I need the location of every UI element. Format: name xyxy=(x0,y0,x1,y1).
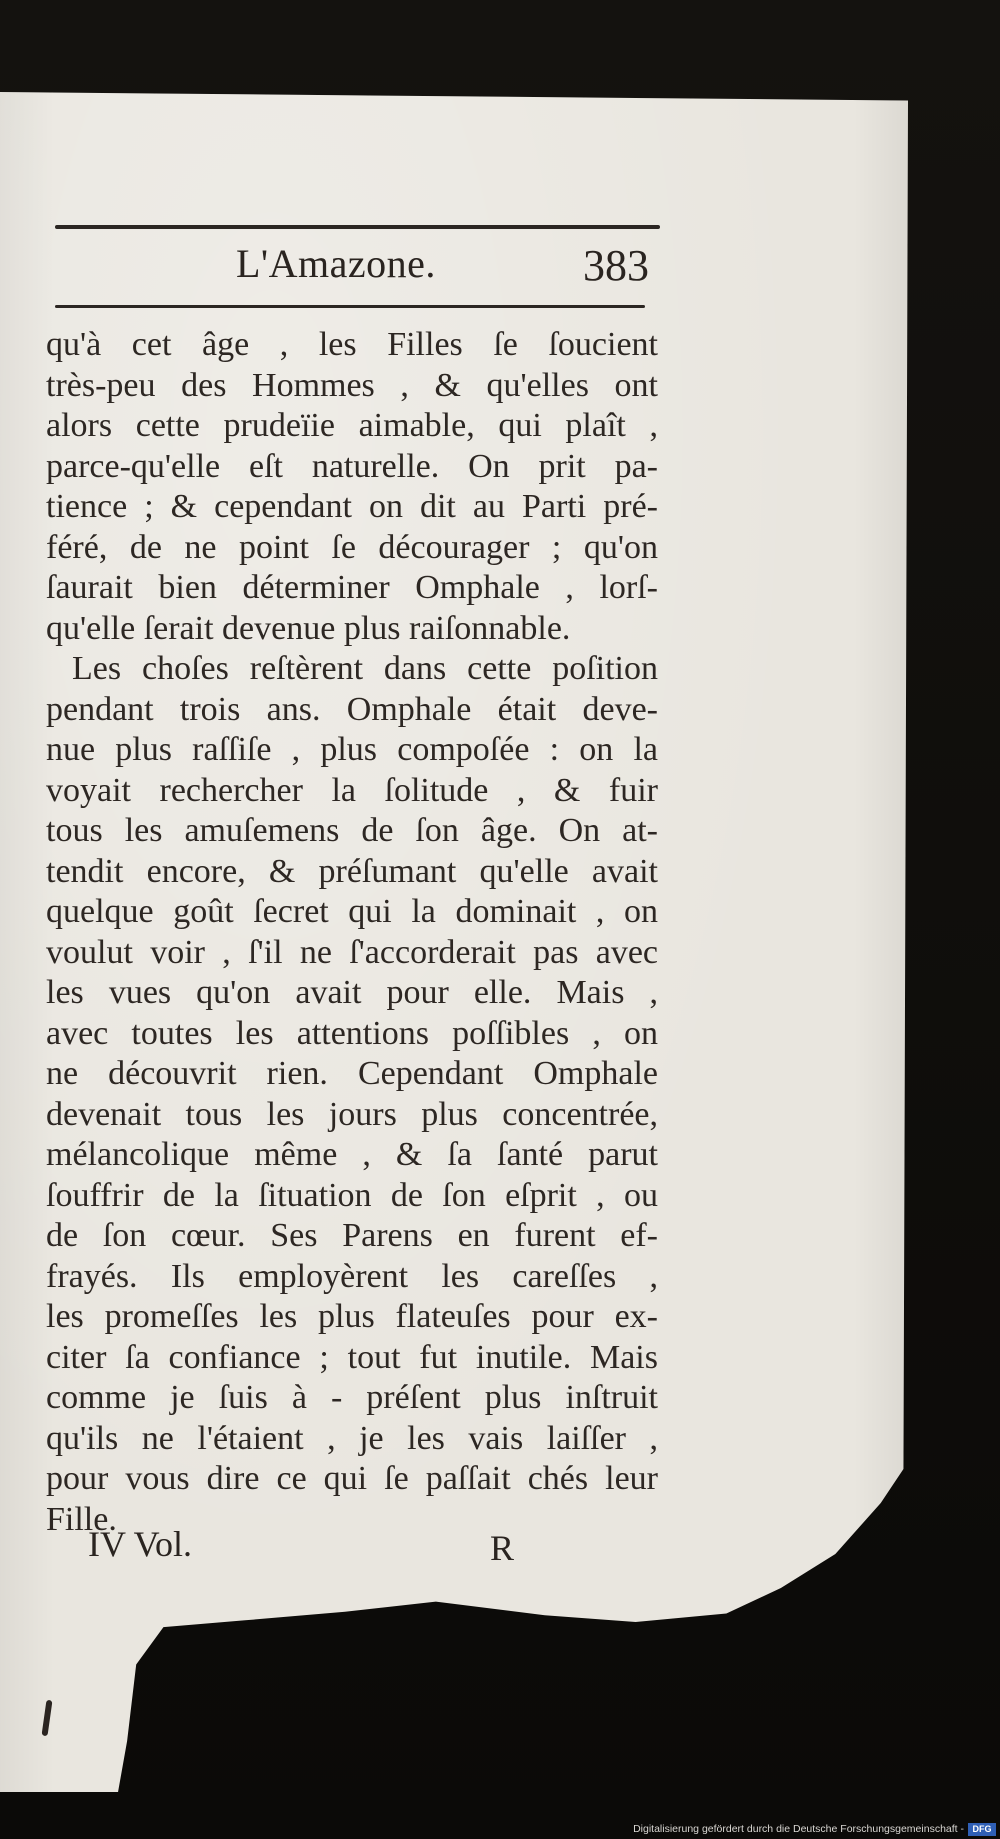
text-line: comme je ſuis à - préſent plus inſtruit xyxy=(46,1379,658,1416)
text-line: parce-qu'elle eſt naturelle. On prit pa- xyxy=(46,447,658,485)
text-line: tous les amuſemens de ſon âge. On at- xyxy=(46,812,658,849)
running-title: L'Amazone. xyxy=(236,241,436,286)
text-line: qu'à cet âge , les Filles ſe ſoucient xyxy=(46,326,658,363)
text-line: tendit encore, & préſumant qu'elle avait xyxy=(46,852,658,890)
text-line: féré, de ne point ſe décourager ; qu'on xyxy=(46,528,658,566)
body-text xyxy=(46,325,658,1540)
text-line: ne découvrit rien. Cependant Omphale xyxy=(46,1055,658,1092)
text-line: Fille. xyxy=(46,1500,117,1538)
text-line: tience ; & cependant on dit au Parti pré- xyxy=(46,488,658,525)
page-number: 383 xyxy=(583,241,649,290)
dfg-logo: DFG xyxy=(968,1823,996,1836)
text-line: avec toutes les attentions poſſibles , on xyxy=(46,1014,658,1052)
text-line: quelque goût ſecret qui la dominait , on xyxy=(46,893,658,930)
text-line: citer ſa confiance ; tout fut inutile. Mais xyxy=(46,1338,658,1376)
text-line: nue plus raſſiſe , plus compoſée : on la xyxy=(46,731,658,768)
text-line: Les choſes reſtèrent dans cette poſition xyxy=(72,650,658,687)
signature-mark: R xyxy=(490,1528,515,1568)
text-line: ſouffrir de la ſituation de ſon eſprit , ou xyxy=(46,1176,658,1214)
header-underline xyxy=(55,305,645,308)
text-line: pour vous dire ce qui ſe paſſait chés leur xyxy=(46,1460,658,1497)
text-line: de ſon cœur. Ses Parens en furent ef- xyxy=(46,1217,658,1254)
text-line: alors cette prudeïie aimable, qui plaît , xyxy=(46,407,658,444)
text-line: les promeſſes les plus flateuſes pour ex- xyxy=(46,1298,658,1335)
text-line: pendant trois ans. Omphale était deve- xyxy=(46,690,658,728)
text-line: frayés. Ils employèrent les careſſes , xyxy=(46,1257,658,1295)
text-line: mélancolique même , & ſa ſanté parut xyxy=(46,1136,658,1173)
text-line: qu'ils ne l'étaient , je les vais laiſſer , xyxy=(46,1419,658,1457)
text-line: ſaurait bien déterminer Omphale , lorſ- xyxy=(46,569,658,606)
text-line: voyait rechercher la ſolitude , & fuir xyxy=(46,771,658,809)
digitization-credit: Digitalisierung gefördert durch die Deutsche Forschungsgemeinschaft - xyxy=(633,1823,964,1835)
text-line: voulut voir , ſ'il ne ſ'accorderait pas avec xyxy=(46,933,658,971)
header-rule xyxy=(55,225,660,229)
text-line: devenait tous les jours plus concentrée, xyxy=(46,1095,658,1133)
volume-marker: IV Vol. xyxy=(88,1524,193,1564)
text-line: les vues qu'on avait pour elle. Mais , xyxy=(46,974,658,1011)
text-line: très-peu des Hommes , & qu'elles ont xyxy=(46,366,658,404)
text-line: qu'elle ſerait devenue plus raiſonnable. xyxy=(46,609,571,647)
